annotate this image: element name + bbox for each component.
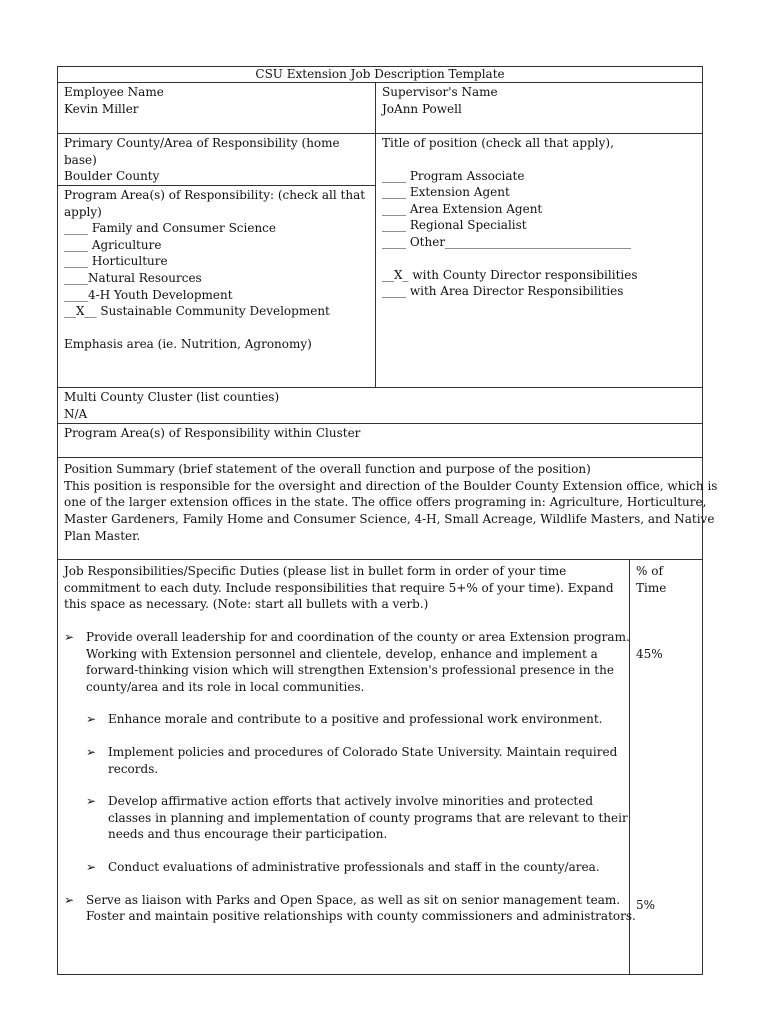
program-area-option [64, 253, 369, 270]
sub-duty-line: Develop affirmative action efforts that actively involve minorities and protected [108, 794, 594, 809]
program-area-option [64, 220, 369, 237]
employee-label: Employee Name [64, 85, 164, 99]
summary-line: one of the larger extension offices in the state. The office offers programing in: Agriculture, Horticulture, [64, 495, 707, 510]
director-option [382, 283, 696, 300]
position-option [382, 201, 696, 218]
option-label: 4-H Youth Development [88, 287, 233, 302]
time-percent-cell [630, 560, 703, 975]
names-row [58, 83, 703, 134]
cluster-program-row [58, 424, 703, 458]
checkbox-mark: ____ [64, 237, 88, 252]
program-area-option [64, 270, 369, 287]
sub-duty-line: needs and thus encourage their participation. [108, 827, 388, 842]
bullet-arrow-icon: ➢ [86, 859, 97, 874]
sub-duty-line: Enhance morale and contribute to a positive and professional work environment. [108, 712, 603, 727]
checkbox-mark: ____ [382, 168, 406, 183]
employee-value: Kevin Miller [64, 101, 139, 116]
option-label: Program Associate [409, 168, 525, 183]
program-area-option-checked [64, 303, 369, 320]
checkbox-mark: ____ [382, 284, 406, 299]
option-label: with Area Director Responsibilities [409, 284, 624, 299]
duties-intro-line: Job Responsibilities/Specific Duties (please list in bullet form in order of your time [64, 564, 567, 579]
checkbox-mark: ____ [382, 185, 406, 200]
position-title-label: Title of position (check all that apply), [382, 136, 614, 150]
option-label: Horticulture [91, 254, 168, 269]
bullet-arrow-icon: ➢ [86, 794, 97, 809]
cluster-program-label: Program Area(s) of Responsibility within Cluster [64, 426, 361, 441]
position-option [382, 184, 696, 201]
bullet-arrow-icon: ➢ [64, 892, 75, 907]
supervisor-cell [376, 83, 703, 134]
primary-county-block [58, 134, 375, 186]
time-header-1: % of [636, 564, 663, 579]
duty-line: Working with Extension personnel and clientele, develop, enhance and implement a [86, 646, 598, 661]
multi-county-row [58, 388, 703, 424]
job-description-document [57, 66, 718, 975]
bullet-arrow-icon: ➢ [86, 744, 97, 759]
emphasis-area-label: Emphasis area (ie. Nutrition, Agronomy) [64, 336, 312, 351]
supervisor-label: Supervisor's Name [382, 85, 498, 99]
summary-line: Plan Master. [64, 528, 141, 543]
position-option [382, 234, 696, 251]
duty-line: Provide overall leadership for and coordination of the county or area Extension program. [86, 629, 630, 644]
cluster-program-cell [58, 424, 703, 458]
checkbox-mark: ____ [64, 287, 88, 302]
duty-item [64, 892, 636, 925]
checkbox-mark: ____ [64, 221, 88, 236]
program-areas-label-2: apply) [64, 204, 102, 219]
multi-county-value: N/A [64, 406, 88, 421]
duty-item [64, 629, 630, 695]
sub-duty-item [86, 744, 623, 777]
sub-duty-line: Conduct evaluations of administrative professionals and staff in the county/area. [108, 859, 600, 874]
position-title-cell [376, 134, 703, 388]
bullet-arrow-icon: ➢ [86, 712, 97, 727]
program-area-option [64, 237, 369, 254]
county-and-title-row [58, 134, 703, 388]
checkbox-mark: ____ [382, 234, 406, 249]
checkbox-mark: ____ [382, 218, 406, 233]
document-title: CSU Extension Job Description Template [58, 67, 703, 83]
duties-intro-line: this space as necessary. (Note: start all bullets with a verb.) [64, 597, 429, 612]
primary-county-value: Boulder County [64, 169, 160, 184]
position-summary-row [58, 458, 703, 560]
employee-cell [58, 83, 376, 134]
program-area-option [64, 287, 369, 304]
duties-row [58, 560, 703, 975]
sub-duty-line: classes in planning and implementation of county programs that are relevant to their [108, 810, 628, 825]
primary-county-label-2: base) [64, 152, 97, 167]
primary-county-label-1: Primary County/Area of Responsibility (home [64, 136, 340, 150]
option-label: Family and Consumer Science [91, 221, 277, 236]
program-areas-label-1: Program Area(s) of Responsibility: (check all that [64, 188, 366, 202]
multi-county-label: Multi County Cluster (list counties) [64, 390, 280, 404]
duty-line: county/area and its role in local communities. [86, 679, 365, 694]
checkbox-mark: ____ [64, 254, 88, 269]
checkbox-mark: ____ [382, 201, 406, 216]
option-label: Agriculture [91, 237, 162, 252]
checkbox-mark: __X_ [382, 267, 409, 282]
position-option [382, 168, 696, 185]
checkbox-mark: ____ [64, 270, 88, 285]
checkbox-mark: __X__ [64, 304, 97, 319]
title-row [58, 67, 703, 83]
time-header-2: Time [636, 580, 667, 595]
duties-cell [58, 560, 636, 975]
option-label: Natural Resources [88, 270, 202, 285]
option-label: Area Extension Agent [409, 201, 543, 216]
bullet-arrow-icon: ➢ [64, 629, 75, 644]
option-label: with County Director responsibilities [412, 267, 638, 282]
job-description-table [57, 66, 718, 975]
position-option [382, 217, 696, 234]
position-summary-cell [58, 458, 718, 560]
option-label: Extension Agent [409, 185, 510, 200]
option-label: Regional Specialist [409, 218, 527, 233]
position-summary-label: Position Summary (brief statement of the overall function and purpose of the position) [64, 462, 591, 477]
sub-duty-item [86, 711, 623, 728]
duty-1-time: 45% [636, 647, 663, 662]
supervisor-value: JoAnn Powell [382, 101, 462, 116]
summary-line: Master Gardeners, Family Home and Consumer Science, 4-H, Small Acreage, Wildlife Masters, and Native [64, 511, 715, 526]
duty-line: Serve as liaison with Parks and Open Space, as well as sit on senior management team. [86, 892, 621, 907]
duty-2-time: 5% [636, 897, 656, 912]
sub-duty-line: Implement policies and procedures of Colorado State University. Maintain required [108, 744, 618, 759]
director-option-checked [382, 267, 696, 284]
sub-duty-line: records. [108, 761, 159, 776]
sub-duty-item [86, 793, 628, 843]
duties-intro-line: commitment to each duty. Include responsibilities that require 5+% of your time). Expand [64, 580, 614, 595]
county-and-programs-cell [58, 134, 376, 388]
option-label: Other_______________________________ [409, 234, 632, 249]
multi-county-cell [58, 388, 703, 424]
duty-line: Foster and maintain positive relationships with county commissioners and administrators. [86, 909, 636, 924]
sub-duty-item [86, 859, 623, 876]
duty-line: forward-thinking vision which will strengthen Extension's professional presence in the [86, 663, 614, 678]
summary-line: This position is responsible for the oversight and direction of the Boulder County Extension office, which is [64, 478, 718, 493]
program-areas-block [58, 186, 375, 387]
option-label: Sustainable Community Development [100, 304, 330, 319]
